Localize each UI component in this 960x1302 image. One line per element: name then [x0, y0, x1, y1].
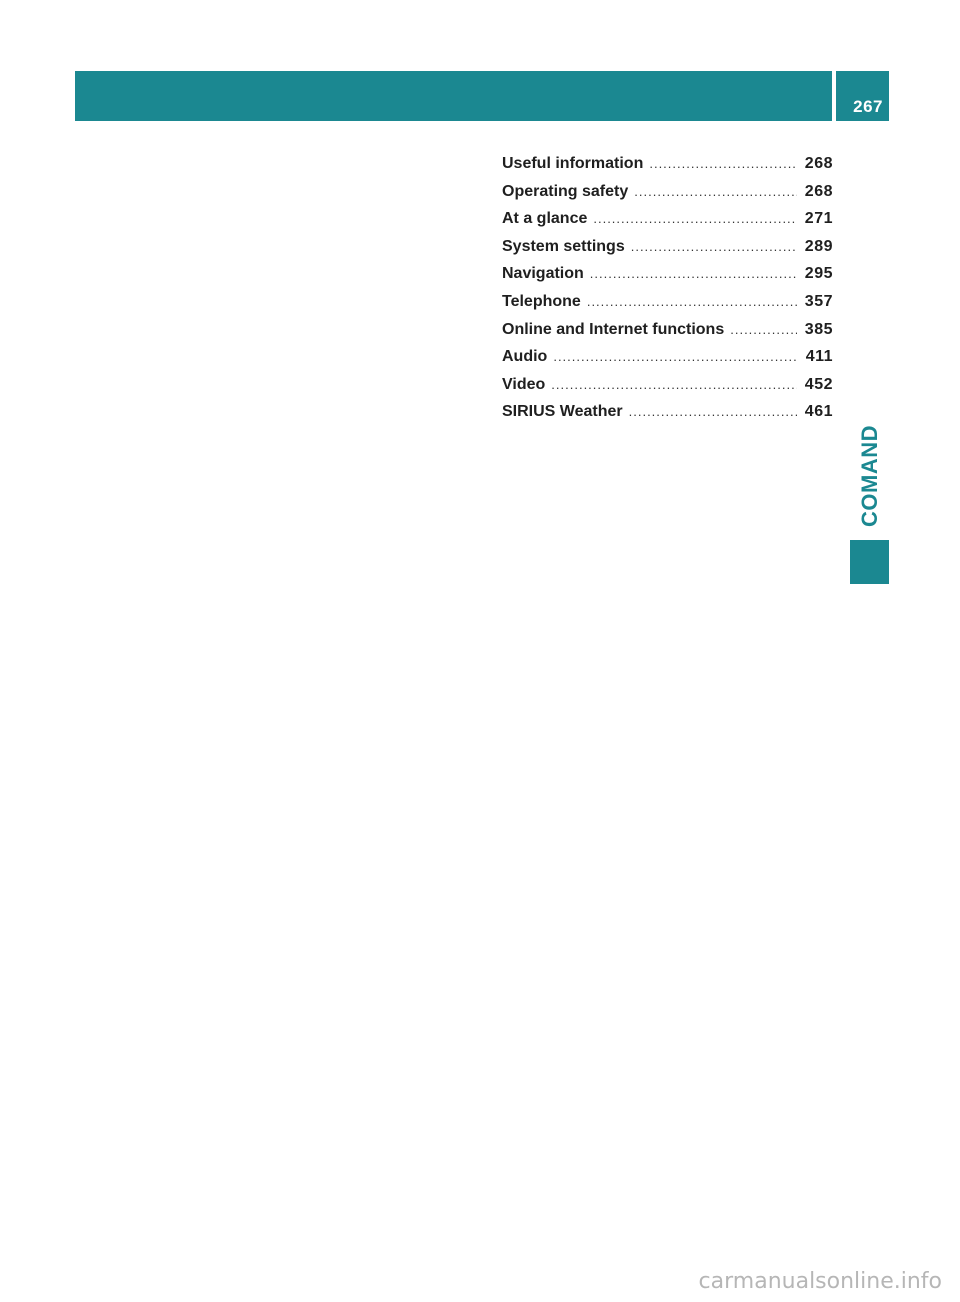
toc-item-title: Operating safety — [502, 182, 629, 200]
toc-leader-dots — [631, 233, 797, 261]
toc-leader-dots — [587, 288, 797, 316]
watermark: carmanualsonline.info — [698, 1269, 942, 1294]
toc-leader-dots — [593, 205, 796, 233]
toc-item-title: Online and Internet functions — [502, 320, 725, 338]
toc-item-page: 289 — [804, 237, 833, 255]
chapter-marker-block — [850, 540, 889, 584]
toc-item-system-settings[interactable] — [502, 233, 833, 261]
toc-item-page: 357 — [804, 292, 833, 310]
toc-item-title: Telephone — [502, 292, 581, 310]
toc-leader-dots — [649, 150, 796, 178]
table-of-contents — [502, 150, 833, 426]
toc-item-telephone[interactable] — [502, 288, 833, 316]
toc-item-page: 268 — [804, 155, 833, 172]
toc-item-navigation[interactable] — [502, 260, 833, 288]
toc-item-operating-safety[interactable] — [502, 178, 833, 206]
toc-item-title: Video — [502, 375, 546, 393]
toc-item-title: Audio — [502, 348, 548, 366]
toc-item-sirius-weather[interactable] — [502, 398, 833, 426]
page-number-box — [836, 71, 889, 121]
toc-leader-dots — [730, 316, 797, 344]
toc-item-at-a-glance[interactable] — [502, 205, 833, 233]
header-bar — [75, 71, 832, 121]
toc-item-title: At a glance — [502, 210, 588, 228]
toc-item-title: SIRIUS Weather — [502, 403, 623, 421]
toc-item-title: System settings — [502, 237, 625, 255]
toc-item-page: 452 — [804, 375, 833, 393]
toc-item-title: Useful information — [502, 155, 644, 172]
toc-item-online-and-internet-functions[interactable] — [502, 316, 833, 344]
toc-item-video[interactable] — [502, 371, 833, 399]
toc-leader-dots — [629, 398, 797, 426]
toc-item-page: 268 — [804, 182, 833, 200]
toc-item-page: 271 — [804, 210, 833, 228]
toc-item-page: 461 — [804, 403, 833, 421]
toc-item-page: 411 — [805, 348, 833, 366]
toc-item-page: 385 — [804, 320, 833, 338]
toc-leader-dots — [553, 343, 797, 371]
toc-leader-dots — [634, 178, 797, 206]
toc-item-page: 295 — [804, 265, 833, 283]
chapter-side-tab — [850, 420, 889, 531]
page-number: 267 — [853, 97, 883, 116]
chapter-side-tab-label: COMAND — [856, 424, 882, 527]
toc-item-audio[interactable] — [502, 343, 833, 371]
toc-item-title: Navigation — [502, 265, 584, 283]
toc-item-useful-information[interactable] — [502, 150, 833, 178]
toc-leader-dots — [551, 371, 797, 399]
toc-leader-dots — [590, 260, 797, 288]
